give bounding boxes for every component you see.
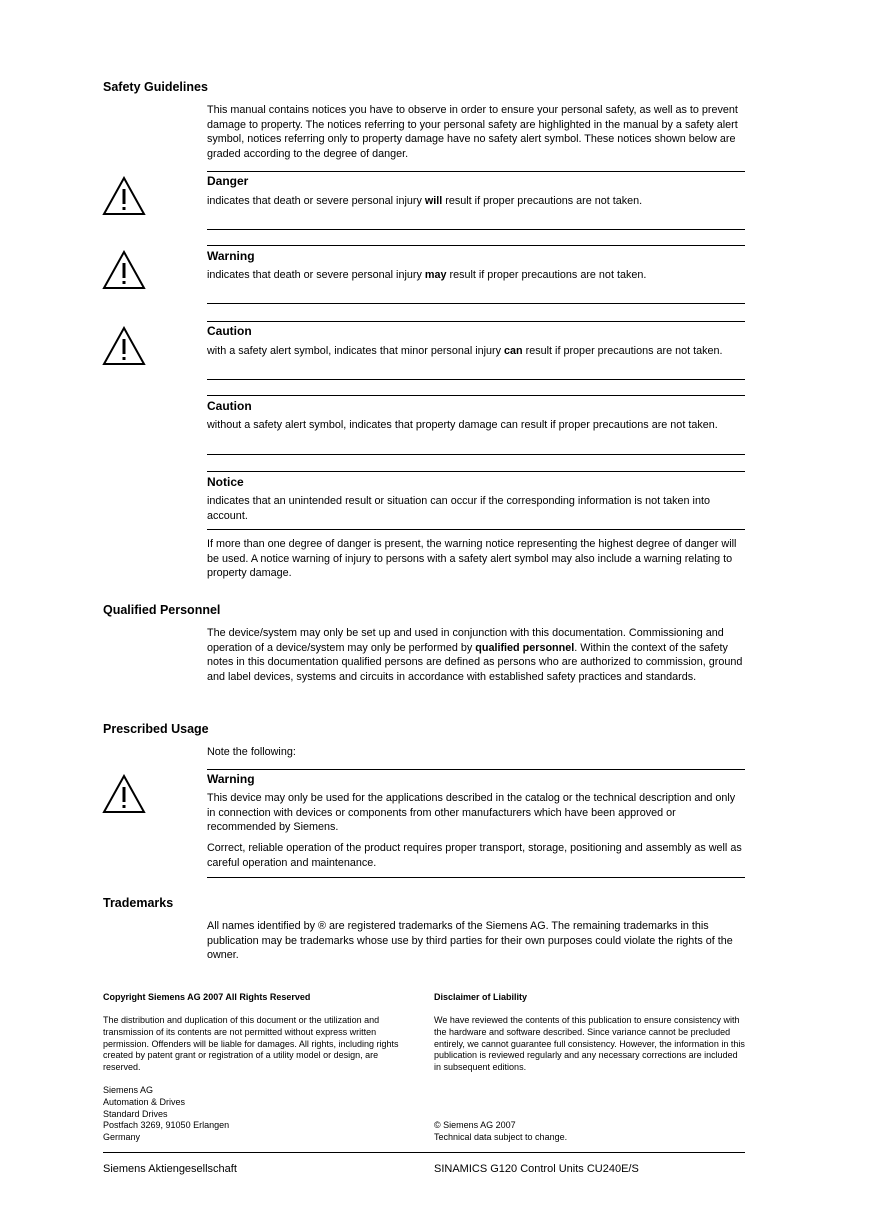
disclaimer-change: Technical data subject to change.: [434, 1132, 568, 1142]
divider: [207, 454, 745, 455]
safety-guidelines-heading: Safety Guidelines: [103, 80, 208, 94]
trademarks-heading: Trademarks: [103, 896, 174, 910]
safety-intro: This manual contains notices you have to observe in order to ensure your personal safety, as well as to prevent damage to property. The notices referring to your personal safety are highlighted in the manual by a safety alert symbol, notices referring only to property damage have no safety alert symbol. These notices shown below are graded according to the degree of danger.: [207, 104, 738, 161]
disclaimer-heading: Disclaimer of Liability: [434, 992, 528, 1002]
divider: [207, 529, 745, 530]
divider: [207, 769, 745, 770]
divider: [207, 171, 745, 172]
danger-title: Danger: [207, 174, 249, 188]
copyright-heading: Copyright Siemens AG 2007 All Rights Reserved: [103, 992, 311, 1002]
copyright-address: [103, 1085, 413, 1144]
divider: [207, 245, 745, 246]
warning-triangle-icon: [102, 176, 146, 216]
caution-property-title: Caution: [207, 399, 252, 413]
caution-text: with a safety alert symbol, indicates that minor personal injury can result if proper precautions are not taken.: [207, 345, 723, 357]
caution-title: Caution: [207, 324, 252, 338]
danger-text: indicates that death or severe personal injury will result if proper precautions are not taken.: [207, 195, 643, 207]
footer-left: Siemens Aktiengesellschaft: [103, 1163, 237, 1175]
divider: [207, 229, 745, 230]
disclaimer-text: We have reviewed the contents of this publication to ensure consistency with the hardware and software described. Since variance cannot be precluded entirely, we cannot guarantee full consistency. However, the information in this publication is reviewed regularly and any necessary corrections are included in subsequent editions.: [434, 1015, 745, 1073]
footer-divider: [103, 1152, 745, 1153]
footer-right: SINAMICS G120 Control Units CU240E/S: [434, 1163, 639, 1175]
address-line: Germany: [103, 1132, 141, 1143]
warning-triangle-icon: [102, 250, 146, 290]
divider: [207, 471, 745, 472]
prescribed-note: Note the following:: [207, 746, 296, 758]
address-line: Postfach 3269, 91050 Erlangen: [103, 1120, 230, 1131]
caution-property-text: without a safety alert symbol, indicates that property damage can result if proper precautions are not taken.: [207, 419, 718, 431]
notice-text: indicates that an unintended result or situation can occur if the corresponding information is not taken into account.: [207, 495, 710, 522]
qualified-personnel-heading: Qualified Personnel: [103, 603, 221, 617]
warning-triangle-icon: [102, 326, 146, 366]
divider: [207, 877, 745, 878]
safety-closing: If more than one degree of danger is present, the warning notice representing the highest degree of danger will be used. A notice warning of injury to persons with a safety alert symbol may also include a warning relating to property damage.: [207, 538, 737, 580]
divider: [207, 303, 745, 304]
prescribed-warning-p2: Correct, reliable operation of the product requires proper transport, storage, positioning and assembly as well as careful operation and maintenance.: [207, 842, 742, 869]
notice-title: Notice: [207, 475, 244, 489]
warning-triangle-icon: [102, 774, 146, 814]
divider: [207, 379, 745, 380]
divider: [207, 321, 745, 322]
copyright-text: The distribution and duplication of this document or the utilization and transmission of its contents are not permitted without express written permission. Offenders will be liable for damages. All rights, including rights created by patent grant or registration of a utility model or design, are reserved.: [103, 1015, 399, 1073]
trademarks-text: All names identified by ® are registered trademarks of the Siemens AG. The remaining trademarks in this publication may be trademarks whose use by third parties for their own purposes could violate the rights of the owner.: [207, 920, 733, 962]
address-line: Automation & Drives: [103, 1096, 186, 1107]
divider: [207, 395, 745, 396]
disclaimer-copyright: © Siemens AG 2007: [434, 1120, 516, 1130]
warning-title: Warning: [207, 249, 255, 263]
warning-text: indicates that death or severe personal injury may result if proper precautions are not taken.: [207, 269, 647, 281]
address-line: Siemens AG: [103, 1085, 154, 1095]
prescribed-warning-p1: This device may only be used for the applications described in the catalog or the technical description and only in connection with devices or components from other manufacturers which have been approved or recommended by Siemens.: [207, 792, 736, 834]
prescribed-warning-title: Warning: [207, 772, 255, 786]
address-line: Standard Drives: [103, 1108, 168, 1119]
qualified-text: The device/system may only be set up and used in conjunction with this documentation. Commissioning and operation of a device/system may only be performed by qualified personnel. Within the context of the safety notes in this documentation qualified persons are defined as persons who are authorized to commission, ground and label devices, systems and circuits in accordance with established safety practices and standards.: [207, 627, 743, 684]
prescribed-usage-heading: Prescribed Usage: [103, 722, 209, 736]
